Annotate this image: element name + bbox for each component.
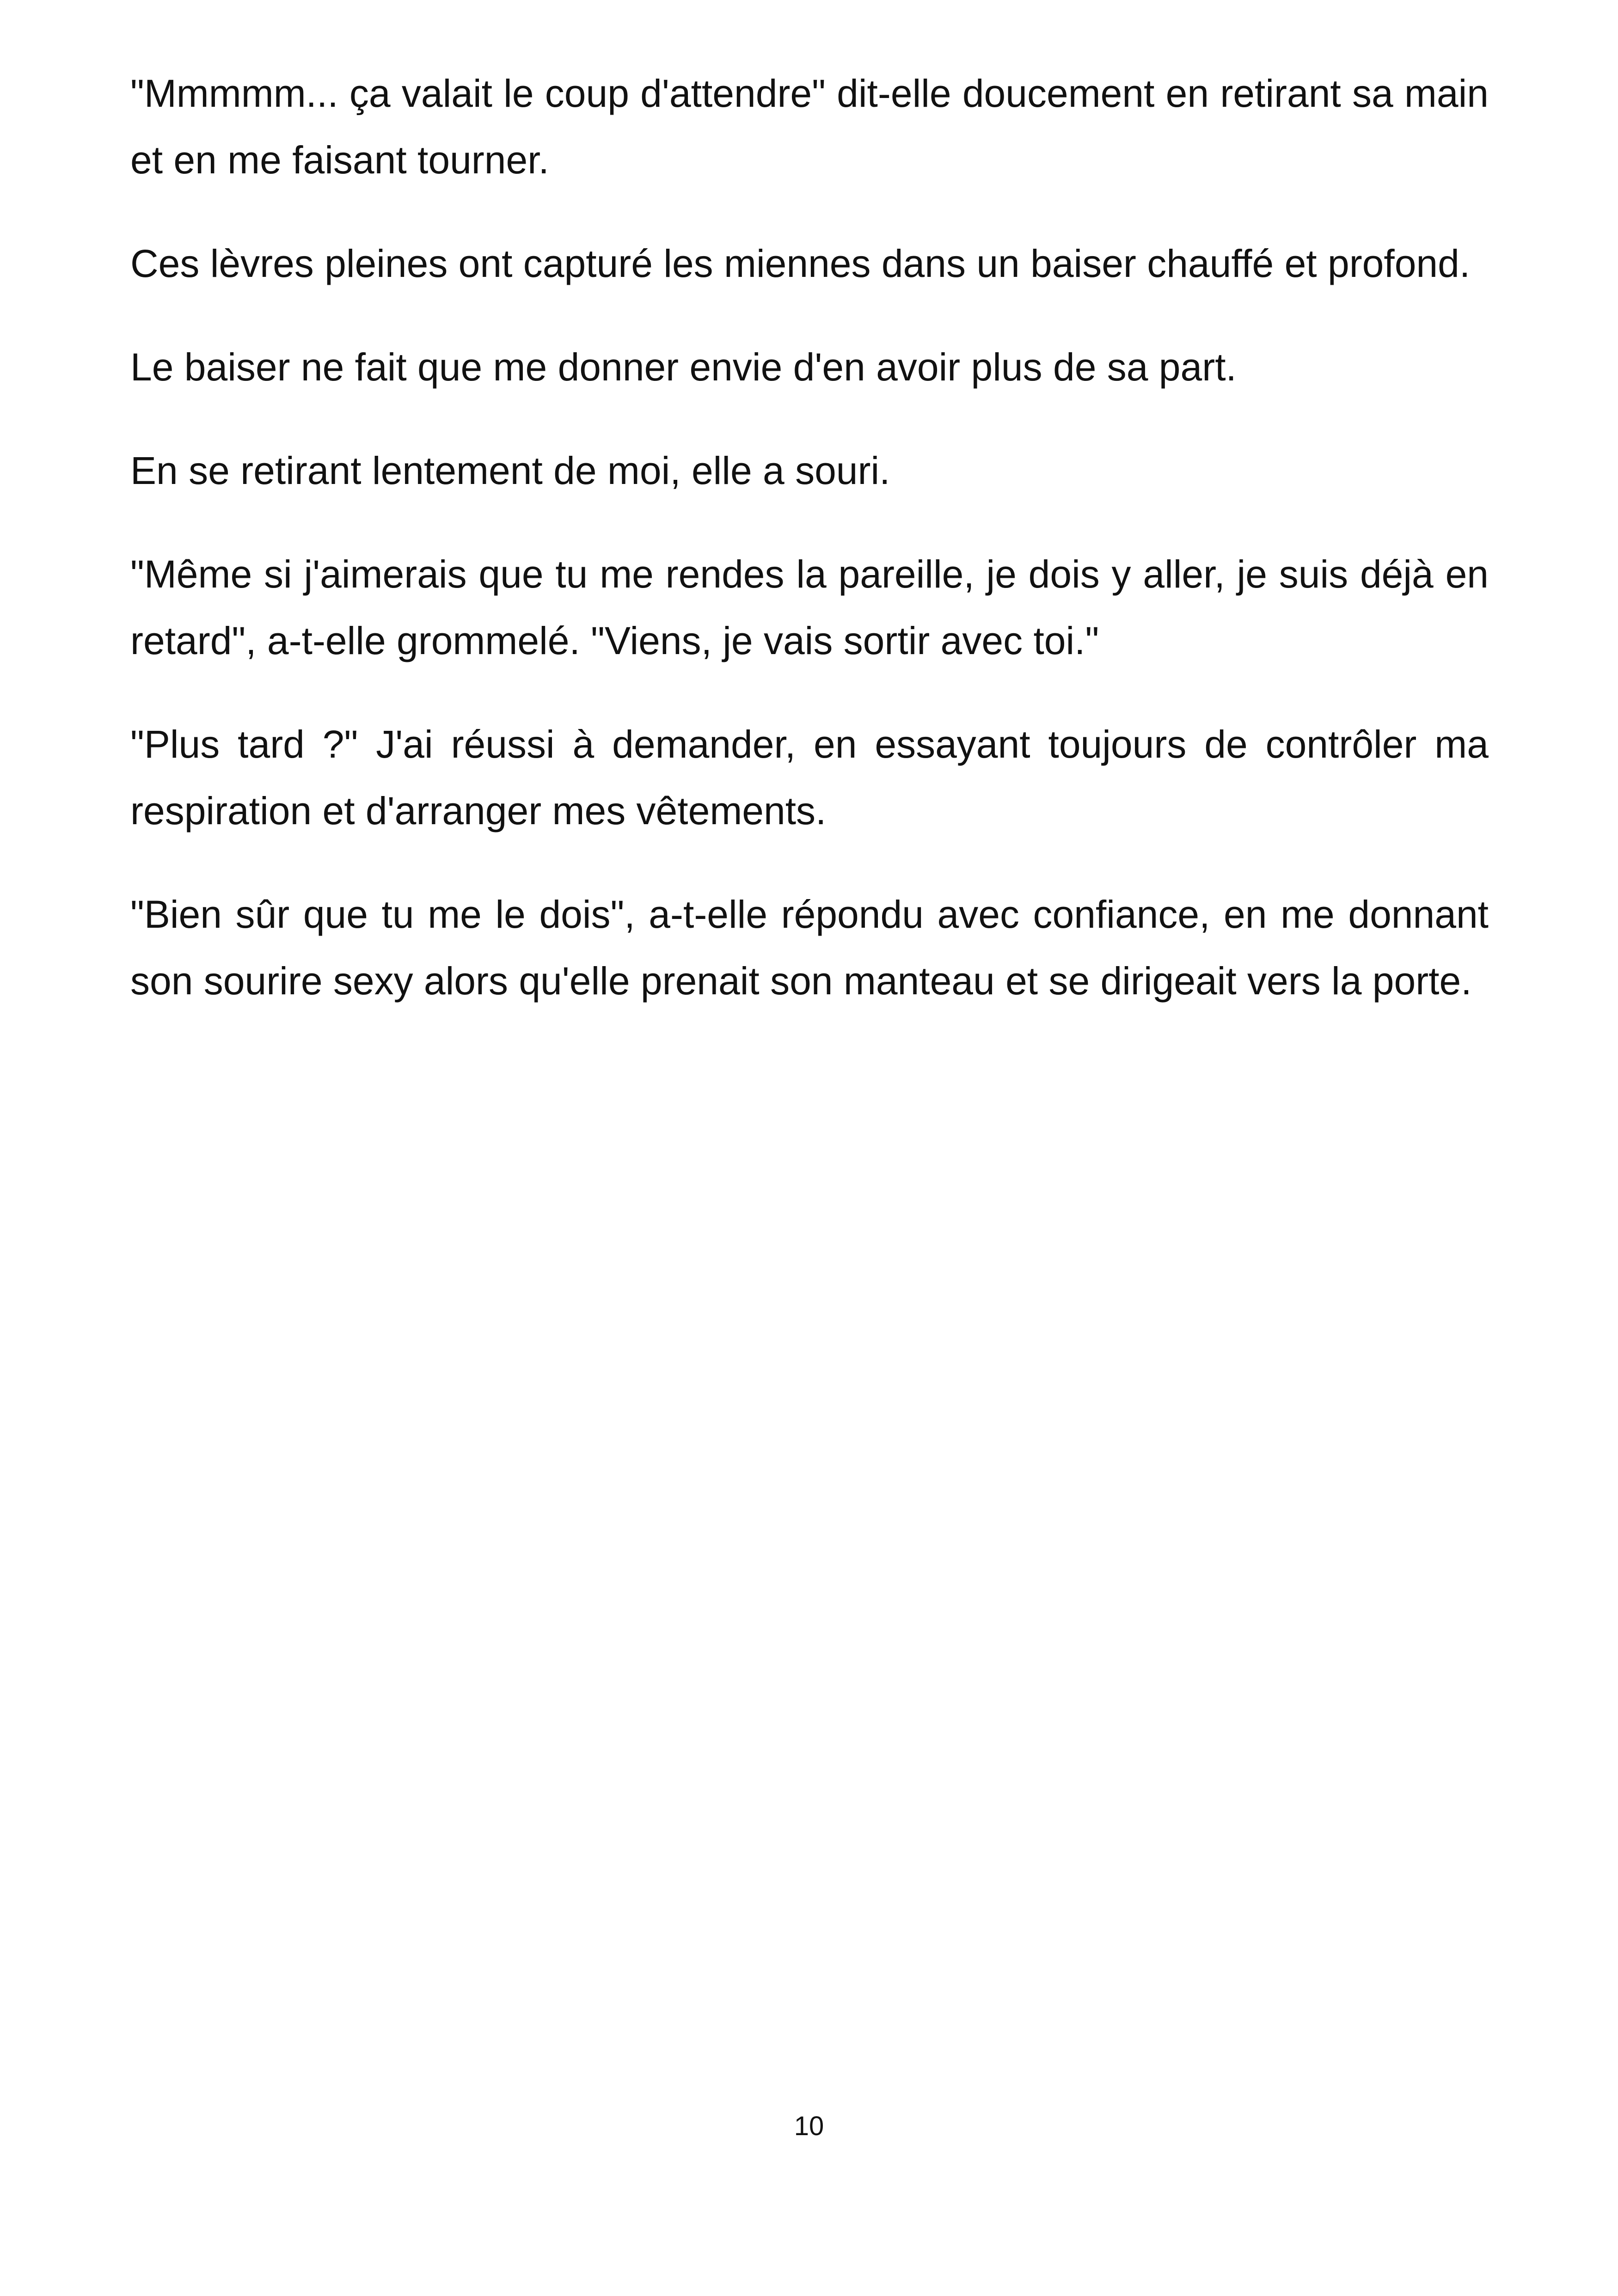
page-number: 10: [794, 2111, 824, 2141]
paragraph-1: "Mmmmm... ça valait le coup d'attendre" dit-elle doucement en retirant sa main et en me faisant tourner.: [130, 72, 1489, 182]
paragraph-5: "Même si j'aimerais que tu me rendes la pareille, je dois y aller, je suis déjà en retard", a-t-elle grommelé. "Viens, je vais sortir avec toi.": [130, 552, 1489, 662]
paragraph-7: "Bien sûr que tu me le dois", a-t-elle répondu avec confiance, en me donnant son sourire sexy alors qu'elle prenait son manteau et se dirigeait vers la porte.: [130, 893, 1489, 1003]
paragraph-4: En se retirant lentement de moi, elle a souri.: [130, 449, 890, 492]
paragraph-6: "Plus tard ?" J'ai réussi à demander, en essayant toujours de contrôler ma respiration et d'arranger mes vêtements.: [130, 722, 1489, 833]
paragraph-3: Le baiser ne fait que me donner envie d'en avoir plus de sa part.: [130, 345, 1237, 389]
body-text: [130, 60, 1489, 1051]
paragraph-2: Ces lèvres pleines ont capturé les miennes dans un baiser chauffé et profond.: [130, 242, 1471, 285]
